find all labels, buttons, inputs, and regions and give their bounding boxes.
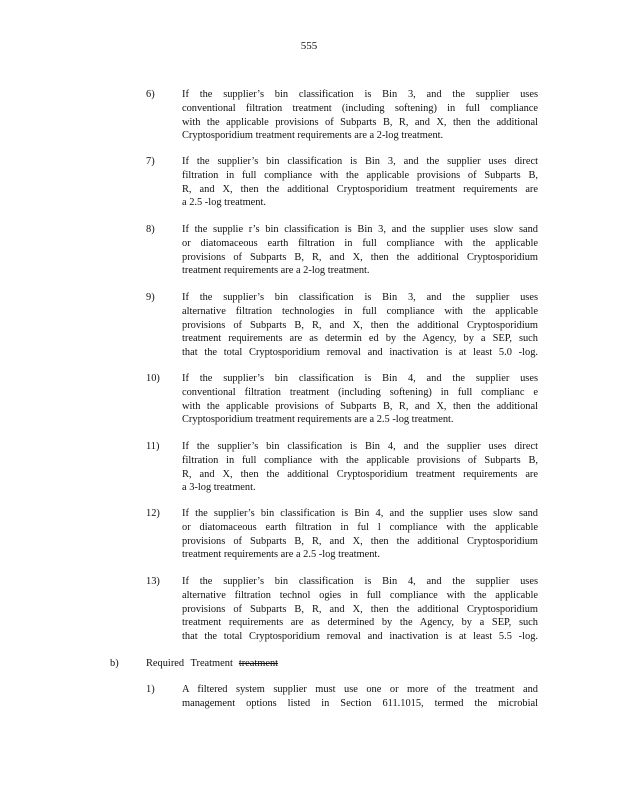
item-number: 7) bbox=[146, 156, 155, 167]
text-line: If the supplier’s bin classification is Bin 3, and the supplier uses bbox=[182, 89, 538, 100]
text-line: with the applicable provisions of Subparts B, R, and X, then the additional bbox=[182, 116, 538, 128]
text-line: a 2.5 -log treatment. bbox=[182, 197, 266, 209]
text-line: If the supplier’s bin classification is Bin 3, and the supplier uses direct bbox=[182, 156, 538, 167]
text-line: with the applicable provisions of Subparts B, R, and X, then the additional bbox=[182, 400, 538, 412]
page-number: 555 bbox=[300, 40, 318, 52]
text-line: provisions of Subparts B, R, and X, then the additional Cryptosporidium bbox=[182, 603, 538, 615]
text-line: R, and X, then the additional Cryptosporidium treatment requirements are bbox=[182, 183, 538, 195]
text-line: alternative filtration technologies in full compliance with the applicable bbox=[182, 305, 538, 317]
item-text bbox=[182, 507, 538, 562]
item-text bbox=[182, 575, 538, 644]
text-line: If the supplie r’s bin classification is Bin 3, and the supplier uses slow sand bbox=[182, 224, 538, 235]
section-title-text: Required Treatment bbox=[146, 658, 233, 669]
item-number: 9) bbox=[146, 292, 155, 303]
text-line: conventional filtration treatment (including softening) in full compliance bbox=[182, 102, 538, 114]
text-line: provisions of Subparts B, R, and X, then the additional Cryptosporidium bbox=[182, 251, 538, 263]
text-line: A filtered system supplier must use one or more of the treatment and bbox=[182, 684, 538, 695]
text-line: that the total Cryptosporidium removal and inactivation is at least 5.0 -log. bbox=[182, 347, 538, 359]
item-text bbox=[182, 440, 538, 495]
text-line: conventional filtration treatment (including softening) in full complianc e bbox=[182, 386, 538, 398]
text-line: provisions of Subparts B, R, and X, then the additional Cryptosporidium bbox=[182, 319, 538, 331]
item-text bbox=[182, 88, 538, 143]
text-line: Cryptosporidium treatment requirements are a 2-log treatment. bbox=[182, 130, 444, 142]
text-line: or diatomaceous earth filtration in ful l compliance with the applicable bbox=[182, 521, 538, 533]
item-number: 12) bbox=[146, 508, 160, 519]
item-number: 11) bbox=[146, 441, 160, 452]
text-line: that the total Cryptosporidium removal and inactivation is at least 5.5 -log. bbox=[182, 631, 538, 643]
text-line: filtration in full compliance with the applicable provisions of Subparts B, bbox=[182, 169, 538, 181]
section-letter: b) bbox=[110, 658, 119, 669]
text-line: If the supplier’s bin classification is Bin 4, and the supplier uses direct bbox=[182, 441, 538, 452]
item-text bbox=[182, 372, 538, 427]
item-number: 8) bbox=[146, 224, 155, 235]
text-line: If the supplier’s bin classification is Bin 4, and the supplier uses slow sand bbox=[182, 508, 538, 519]
struck-text: treatment bbox=[238, 658, 279, 669]
text-line: If the supplier’s bin classification is Bin 3, and the supplier uses bbox=[182, 292, 538, 303]
text-line: filtration in full compliance with the applicable provisions of Subparts B, bbox=[182, 454, 538, 466]
text-line: management options listed in Section 611.1015, termed the microbial bbox=[182, 697, 538, 709]
text-line: R, and X, then the additional Cryptosporidium treatment requirements are bbox=[182, 468, 538, 480]
text-line: If the supplier’s bin classification is Bin 4, and the supplier uses bbox=[182, 576, 538, 587]
text-line: treatment requirements are as determin ed by the Agency, by a SEP, such bbox=[182, 333, 538, 345]
item-number: 10) bbox=[146, 373, 160, 384]
text-line: Cryptosporidium treatment requirements are a 2.5 -log treatment. bbox=[182, 414, 454, 426]
text-line: treatment requirements are a 2-log treatment. bbox=[182, 265, 370, 277]
text-line: alternative filtration technol ogies in full compliance with the applicable bbox=[182, 589, 538, 601]
text-line: treatment requirements are a 2.5 -log treatment. bbox=[182, 549, 380, 561]
text-line: treatment requirements are as determined by the Agency, by a SEP, such bbox=[182, 617, 538, 629]
item-number: 6) bbox=[146, 89, 155, 100]
item-number: 1) bbox=[146, 684, 155, 695]
item-text bbox=[182, 155, 538, 210]
text-line: or diatomaceous earth filtration in full compliance with the applicable bbox=[182, 237, 538, 249]
item-text bbox=[182, 223, 538, 278]
text-line: a 3-log treatment. bbox=[182, 482, 256, 494]
item-text bbox=[182, 291, 538, 360]
item-text bbox=[182, 683, 538, 711]
text-line: provisions of Subparts B, R, and X, then the additional Cryptosporidium bbox=[182, 535, 538, 547]
text-line: If the supplier’s bin classification is Bin 4, and the supplier uses bbox=[182, 373, 538, 384]
item-number: 13) bbox=[146, 576, 160, 587]
section-title bbox=[146, 657, 278, 671]
